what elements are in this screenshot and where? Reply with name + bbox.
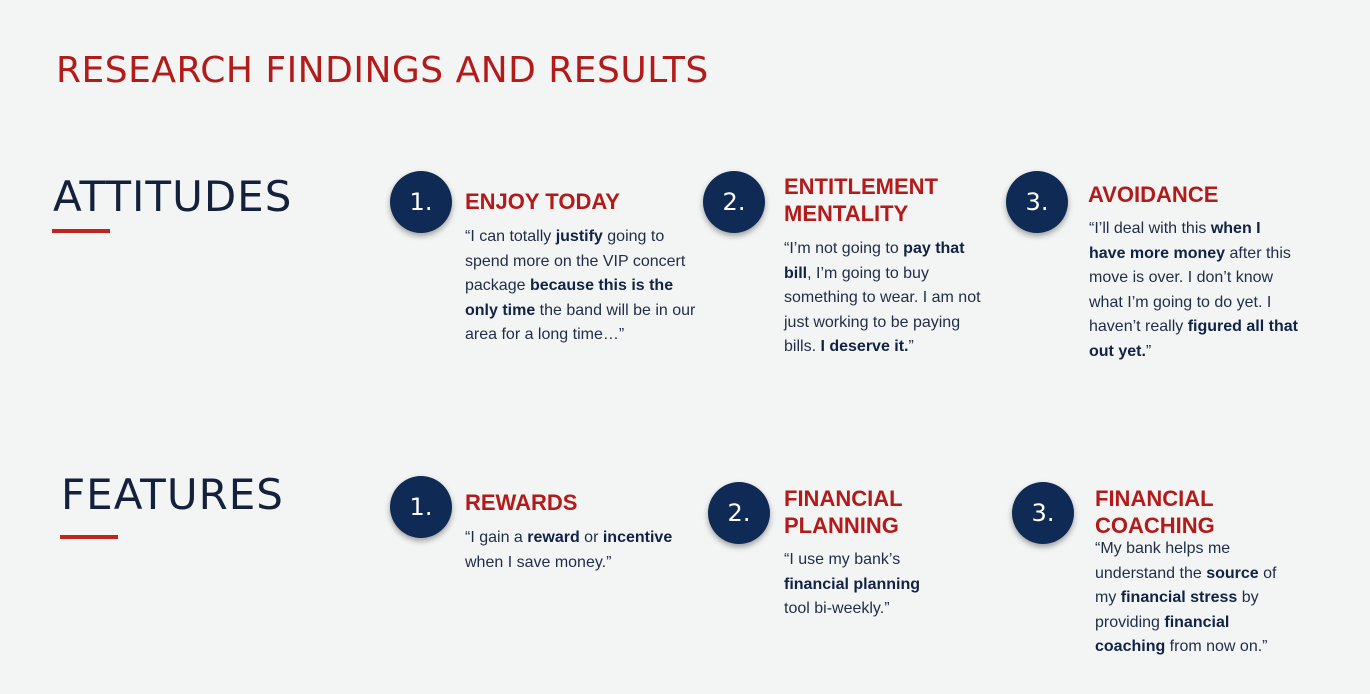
item-quote <box>784 237 984 360</box>
item-title: REWARDS <box>465 490 578 515</box>
section-heading: ATTITUDES <box>53 172 293 221</box>
quote-text: “I use my bank’s <box>784 551 901 568</box>
item-quote <box>465 225 705 348</box>
item-quote <box>1089 217 1299 364</box>
quote-text: or <box>579 529 603 546</box>
item-title: AVOIDANCE <box>1088 182 1219 207</box>
quote-text: ” <box>908 338 914 355</box>
quote-emphasis: figured all that out yet. <box>1089 318 1298 360</box>
quote-emphasis: because this is the only time <box>465 277 674 319</box>
item-quote <box>1095 537 1280 660</box>
quote-text: , I’m going to buy something to wear. I am not just working to be paying bills. <box>784 264 981 355</box>
quote-text: tool bi-weekly.” <box>784 600 890 617</box>
quote-text: “I’m not going to <box>784 240 904 257</box>
quote-emphasis: financial planning <box>784 575 921 593</box>
quote-emphasis: reward <box>527 529 580 546</box>
number-badge: 1. <box>390 171 452 233</box>
quote-emphasis: pay that bill <box>784 240 965 282</box>
section-heading: FEATURES <box>61 470 284 519</box>
quote-emphasis: financial coaching <box>1095 613 1230 655</box>
quote-text: going to spend more on the VIP concert package <box>465 228 686 294</box>
quote-text: “I’ll deal with this <box>1089 220 1211 237</box>
quote-text: the band will be in our area for a long time…” <box>465 301 696 343</box>
item-title: FINANCIAL PLANNING <box>784 486 903 538</box>
number-badge: 3. <box>1012 482 1074 544</box>
number-badge: 1. <box>390 476 452 538</box>
item-title: FINANCIAL COACHING <box>1095 486 1215 538</box>
number-badge: 2. <box>703 171 765 233</box>
item-quote <box>465 526 690 575</box>
quote-emphasis: justify <box>555 228 603 245</box>
quote-text: when I save money.” <box>465 553 612 571</box>
item-quote <box>784 548 944 622</box>
quote-text: of my <box>1095 564 1277 606</box>
quote-text: ” <box>1145 342 1152 360</box>
item-title: ENJOY TODAY <box>465 189 620 214</box>
section-underline <box>52 229 110 233</box>
quote-text: by providing <box>1095 589 1259 631</box>
number-badge: 2. <box>708 482 770 544</box>
quote-emphasis: source <box>1206 564 1259 582</box>
quote-text: “My bank helps me understand the <box>1095 540 1231 582</box>
number-badge: 3. <box>1006 171 1068 233</box>
quote-emphasis: incentive <box>602 529 673 546</box>
quote-text: from now on.” <box>1165 638 1268 655</box>
page-title: RESEARCH FINDINGS AND RESULTS <box>56 50 709 91</box>
quote-emphasis: I deserve it. <box>820 338 909 355</box>
section-underline <box>60 535 118 539</box>
quote-text: after this move is over. I don’t know what I’m going to do yet. I haven’t really <box>1089 244 1291 335</box>
quote-text: “I can totally <box>465 228 556 245</box>
quote-emphasis: financial stress <box>1120 589 1238 606</box>
quote-emphasis: when I have more money <box>1089 220 1261 262</box>
quote-text: “I gain a <box>465 529 528 546</box>
item-title: ENTITLEMENT MENTALITY <box>784 174 938 226</box>
